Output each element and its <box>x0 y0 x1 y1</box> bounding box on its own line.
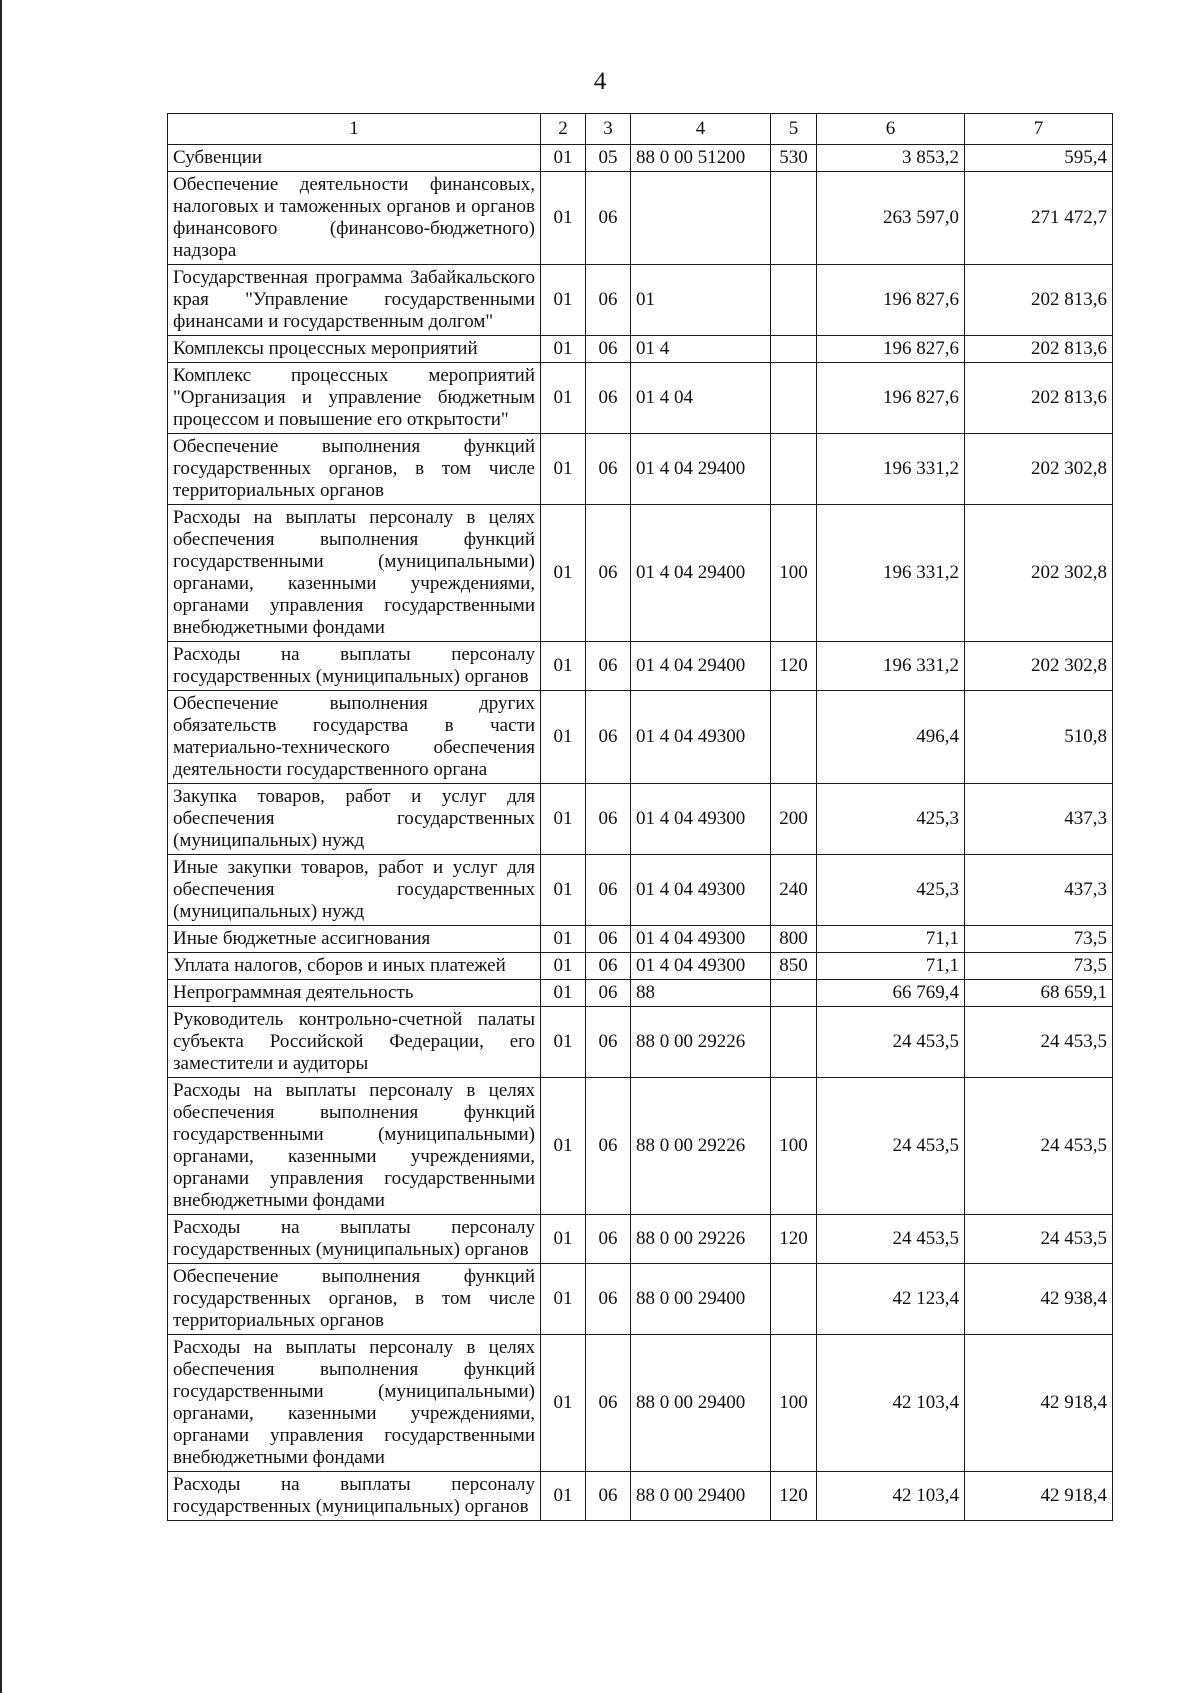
row-section: 01 <box>541 505 586 642</box>
table-row <box>168 265 1113 336</box>
row-expense-type: 200 <box>771 784 817 855</box>
row-amount-col7: 202 813,6 <box>965 265 1113 336</box>
table-row <box>168 505 1113 642</box>
row-target-code: 01 4 04 49300 <box>631 926 771 953</box>
row-subsection: 06 <box>586 172 631 265</box>
row-section: 01 <box>541 145 586 172</box>
row-name: Расходы на выплаты персоналу в целях обеспечения выполнения функций государственными (муниципальными) органами, казенными учреждениями, органами управления государственными внебюджетными фондами <box>168 1335 541 1472</box>
row-name: Руководитель контрольно-счетной палаты субъекта Российской Федерации, его заместители и аудиторы <box>168 1007 541 1078</box>
row-target-code: 01 <box>631 265 771 336</box>
row-section: 01 <box>541 953 586 980</box>
row-amount-col6: 24 453,5 <box>817 1007 965 1078</box>
row-target-code: 01 4 04 49300 <box>631 953 771 980</box>
scan-edge-line <box>0 0 2 1693</box>
row-target-code: 88 0 00 29226 <box>631 1007 771 1078</box>
row-expense-type <box>771 363 817 434</box>
row-section: 01 <box>541 784 586 855</box>
table-row <box>168 855 1113 926</box>
row-expense-type: 800 <box>771 926 817 953</box>
row-amount-col7: 202 302,8 <box>965 642 1113 691</box>
row-amount-col6: 24 453,5 <box>817 1078 965 1215</box>
row-amount-col7: 271 472,7 <box>965 172 1113 265</box>
table-row <box>168 145 1113 172</box>
row-section: 01 <box>541 1078 586 1215</box>
row-name: Комплексы процессных мероприятий <box>168 336 541 363</box>
row-subsection: 06 <box>586 434 631 505</box>
row-amount-col7: 42 918,4 <box>965 1472 1113 1521</box>
row-subsection: 06 <box>586 642 631 691</box>
row-expense-type <box>771 980 817 1007</box>
row-name: Обеспечение выполнения других обязательств государства в части материально-технического обеспечения деятельности государственного органа <box>168 691 541 784</box>
row-name: Закупка товаров, работ и услуг для обеспечения государственных (муниципальных) нужд <box>168 784 541 855</box>
row-target-code <box>631 172 771 265</box>
row-expense-type: 120 <box>771 1472 817 1521</box>
row-section: 01 <box>541 1264 586 1335</box>
row-name: Расходы на выплаты персоналу в целях обеспечения выполнения функций государственными (муниципальными) органами, казенными учреждениями, органами управления государственными внебюджетными фондами <box>168 1078 541 1215</box>
row-name: Расходы на выплаты персоналу государственных (муниципальных) органов <box>168 642 541 691</box>
row-amount-col6: 496,4 <box>817 691 965 784</box>
row-amount-col6: 196 827,6 <box>817 336 965 363</box>
row-expense-type: 100 <box>771 1335 817 1472</box>
row-amount-col7: 73,5 <box>965 953 1113 980</box>
row-subsection: 06 <box>586 265 631 336</box>
row-amount-col6: 196 331,2 <box>817 642 965 691</box>
row-expense-type <box>771 434 817 505</box>
row-name: Иные бюджетные ассигнования <box>168 926 541 953</box>
row-subsection: 06 <box>586 1472 631 1521</box>
row-amount-col7: 42 918,4 <box>965 1335 1113 1472</box>
row-target-code: 01 4 04 <box>631 363 771 434</box>
row-amount-col7: 202 813,6 <box>965 336 1113 363</box>
row-section: 01 <box>541 1007 586 1078</box>
row-name: Иные закупки товаров, работ и услуг для обеспечения государственных (муниципальных) нужд <box>168 855 541 926</box>
row-subsection: 06 <box>586 363 631 434</box>
row-subsection: 06 <box>586 953 631 980</box>
header-col-5: 5 <box>771 114 817 145</box>
row-amount-col6: 42 123,4 <box>817 1264 965 1335</box>
row-subsection: 06 <box>586 505 631 642</box>
row-target-code: 88 <box>631 980 771 1007</box>
row-target-code: 88 0 00 29400 <box>631 1335 771 1472</box>
row-amount-col6: 263 597,0 <box>817 172 965 265</box>
row-expense-type <box>771 336 817 363</box>
header-col-7: 7 <box>965 114 1113 145</box>
table-row <box>168 926 1113 953</box>
table-row <box>168 691 1113 784</box>
row-section: 01 <box>541 642 586 691</box>
row-amount-col7: 202 813,6 <box>965 363 1113 434</box>
row-amount-col7: 437,3 <box>965 784 1113 855</box>
row-subsection: 06 <box>586 926 631 953</box>
row-name: Расходы на выплаты персоналу государственных (муниципальных) органов <box>168 1472 541 1521</box>
row-section: 01 <box>541 172 586 265</box>
table-row <box>168 1007 1113 1078</box>
table-row <box>168 434 1113 505</box>
row-section: 01 <box>541 1215 586 1264</box>
row-subsection: 06 <box>586 691 631 784</box>
header-col-3: 3 <box>586 114 631 145</box>
row-amount-col6: 425,3 <box>817 855 965 926</box>
table-row <box>168 1472 1113 1521</box>
budget-table <box>167 113 1113 1521</box>
table-row <box>168 953 1113 980</box>
row-amount-col6: 71,1 <box>817 953 965 980</box>
table-header <box>168 114 1113 145</box>
row-target-code: 01 4 04 49300 <box>631 691 771 784</box>
row-amount-col6: 196 827,6 <box>817 363 965 434</box>
row-expense-type: 100 <box>771 1078 817 1215</box>
row-target-code: 88 0 00 29226 <box>631 1215 771 1264</box>
row-expense-type: 100 <box>771 505 817 642</box>
row-amount-col7: 202 302,8 <box>965 505 1113 642</box>
row-name: Расходы на выплаты персоналу в целях обеспечения выполнения функций государственными (муниципальными) органами, казенными учреждениями, органами управления государственными внебюджетными фондами <box>168 505 541 642</box>
row-name: Обеспечение выполнения функций государственных органов, в том числе территориальных органов <box>168 434 541 505</box>
row-name: Комплекс процессных мероприятий "Организация и управление бюджетным процессом и повышение его открытости" <box>168 363 541 434</box>
row-subsection: 06 <box>586 1078 631 1215</box>
header-col-1: 1 <box>168 114 541 145</box>
row-subsection: 06 <box>586 1335 631 1472</box>
row-target-code: 01 4 04 29400 <box>631 505 771 642</box>
row-amount-col6: 42 103,4 <box>817 1472 965 1521</box>
row-section: 01 <box>541 434 586 505</box>
row-section: 01 <box>541 1472 586 1521</box>
row-expense-type <box>771 1007 817 1078</box>
row-amount-col6: 42 103,4 <box>817 1335 965 1472</box>
row-target-code: 01 4 04 49300 <box>631 784 771 855</box>
row-expense-type <box>771 265 817 336</box>
table-row <box>168 1078 1113 1215</box>
row-name: Непрограммная деятельность <box>168 980 541 1007</box>
row-expense-type <box>771 172 817 265</box>
row-amount-col7: 202 302,8 <box>965 434 1113 505</box>
table-body <box>168 145 1113 1521</box>
header-row <box>168 114 1113 145</box>
row-amount-col6: 66 769,4 <box>817 980 965 1007</box>
row-amount-col7: 73,5 <box>965 926 1113 953</box>
row-expense-type <box>771 691 817 784</box>
row-amount-col6: 196 827,6 <box>817 265 965 336</box>
row-section: 01 <box>541 691 586 784</box>
row-name: Государственная программа Забайкальского края "Управление государственными финансами и государственным долгом" <box>168 265 541 336</box>
row-expense-type: 240 <box>771 855 817 926</box>
table-row <box>168 1335 1113 1472</box>
table-row <box>168 980 1113 1007</box>
row-amount-col7: 42 938,4 <box>965 1264 1113 1335</box>
row-expense-type: 120 <box>771 1215 817 1264</box>
row-section: 01 <box>541 1335 586 1472</box>
row-section: 01 <box>541 265 586 336</box>
row-target-code: 01 4 04 29400 <box>631 642 771 691</box>
header-col-4: 4 <box>631 114 771 145</box>
row-amount-col7: 68 659,1 <box>965 980 1113 1007</box>
row-subsection: 06 <box>586 1264 631 1335</box>
row-amount-col7: 24 453,5 <box>965 1007 1113 1078</box>
row-subsection: 06 <box>586 1215 631 1264</box>
row-expense-type <box>771 1264 817 1335</box>
table-row <box>168 336 1113 363</box>
row-amount-col7: 437,3 <box>965 855 1113 926</box>
row-subsection: 06 <box>586 855 631 926</box>
row-target-code: 01 4 04 49300 <box>631 855 771 926</box>
table-row <box>168 642 1113 691</box>
row-expense-type: 120 <box>771 642 817 691</box>
row-section: 01 <box>541 980 586 1007</box>
page-number: 4 <box>593 68 607 95</box>
row-amount-col6: 196 331,2 <box>817 434 965 505</box>
row-subsection: 05 <box>586 145 631 172</box>
header-col-2: 2 <box>541 114 586 145</box>
row-amount-col6: 3 853,2 <box>817 145 965 172</box>
row-name: Уплата налогов, сборов и иных платежей <box>168 953 541 980</box>
row-target-code: 88 0 00 29400 <box>631 1264 771 1335</box>
row-amount-col7: 24 453,5 <box>965 1215 1113 1264</box>
row-subsection: 06 <box>586 336 631 363</box>
row-amount-col6: 196 331,2 <box>817 505 965 642</box>
row-name: Субвенции <box>168 145 541 172</box>
row-amount-col7: 510,8 <box>965 691 1113 784</box>
row-amount-col6: 71,1 <box>817 926 965 953</box>
table-row <box>168 172 1113 265</box>
table-row <box>168 1215 1113 1264</box>
row-target-code: 88 0 00 51200 <box>631 145 771 172</box>
row-target-code: 01 4 <box>631 336 771 363</box>
row-target-code: 88 0 00 29226 <box>631 1078 771 1215</box>
row-amount-col6: 425,3 <box>817 784 965 855</box>
row-name: Расходы на выплаты персоналу государственных (муниципальных) органов <box>168 1215 541 1264</box>
row-section: 01 <box>541 363 586 434</box>
row-section: 01 <box>541 926 586 953</box>
row-name: Обеспечение деятельности финансовых, налоговых и таможенных органов и органов финансового (финансово-бюджетного) надзора <box>168 172 541 265</box>
row-expense-type: 530 <box>771 145 817 172</box>
header-col-6: 6 <box>817 114 965 145</box>
row-section: 01 <box>541 855 586 926</box>
row-subsection: 06 <box>586 1007 631 1078</box>
row-amount-col7: 24 453,5 <box>965 1078 1113 1215</box>
row-expense-type: 850 <box>771 953 817 980</box>
row-name: Обеспечение выполнения функций государственных органов, в том числе территориальных органов <box>168 1264 541 1335</box>
table-row <box>168 784 1113 855</box>
row-section: 01 <box>541 336 586 363</box>
row-target-code: 88 0 00 29400 <box>631 1472 771 1521</box>
row-target-code: 01 4 04 29400 <box>631 434 771 505</box>
table-row <box>168 1264 1113 1335</box>
row-subsection: 06 <box>586 980 631 1007</box>
row-amount-col7: 595,4 <box>965 145 1113 172</box>
table-row <box>168 363 1113 434</box>
row-subsection: 06 <box>586 784 631 855</box>
row-amount-col6: 24 453,5 <box>817 1215 965 1264</box>
